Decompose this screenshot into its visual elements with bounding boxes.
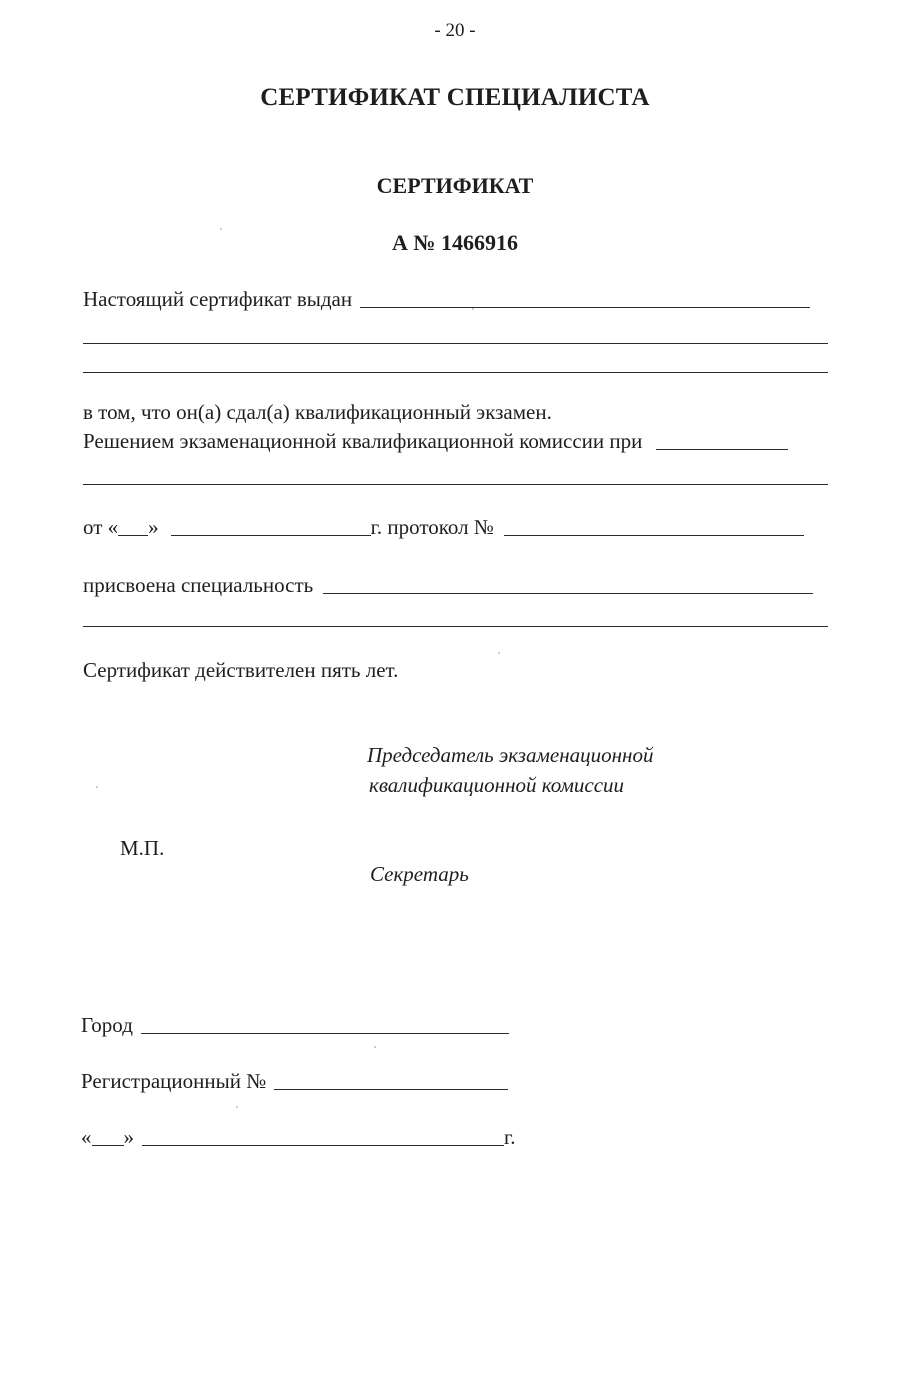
date-prefix: от « <box>83 515 119 539</box>
bottom-day-blank[interactable] <box>92 1144 124 1146</box>
city-label: Город <box>81 1013 133 1037</box>
date-protocol-row <box>83 515 804 540</box>
registration-row <box>81 1069 508 1094</box>
stamp-place-label: М.П. <box>120 836 165 860</box>
bottom-date-open-quote: « <box>81 1125 92 1149</box>
commission-row <box>83 429 788 454</box>
validity-text: Сертификат действителен пять лет. <box>83 658 399 682</box>
scan-speck <box>498 652 500 654</box>
city-blank[interactable] <box>141 1032 509 1034</box>
secretary-label: Секретарь <box>370 862 469 886</box>
commission-decision-text: Решением экзаменационной квалификационной комиссии при <box>83 429 643 453</box>
city-row <box>81 1013 509 1038</box>
scan-speck <box>236 1106 238 1108</box>
certificate-number: А № 1466916 <box>392 230 518 255</box>
certificate-heading: СЕРТИФИКАТ <box>376 173 534 198</box>
exam-passed-text: в том, что он(а) сдал(а) квалификационный экзамен. <box>83 400 552 424</box>
document-title: СЕРТИФИКАТ СПЕЦИАЛИСТА <box>260 84 650 111</box>
page-number: - 20 - <box>434 20 476 41</box>
chairman-title-line1: Председатель экзаменационной <box>367 743 654 767</box>
bottom-date-close-quote: » <box>123 1125 134 1149</box>
specialty-blank[interactable] <box>323 592 813 594</box>
registration-label: Регистрационный № <box>81 1069 267 1093</box>
specialty-row <box>83 573 813 598</box>
day-blank[interactable] <box>118 534 148 536</box>
issued-to-blank[interactable] <box>360 306 810 308</box>
scan-speck <box>220 228 222 230</box>
date-close-quote: » <box>148 515 159 539</box>
scan-speck <box>374 1046 376 1048</box>
commission-blank-line-2[interactable] <box>83 484 828 485</box>
scan-speck <box>472 308 474 310</box>
commission-blank[interactable] <box>656 448 788 450</box>
bottom-date-row <box>81 1125 516 1150</box>
specialty-label: присвоена специальность <box>83 573 314 597</box>
bottom-year-suffix: г. <box>504 1125 516 1149</box>
scan-speck <box>96 786 98 788</box>
issued-to-label: Настоящий сертификат выдан <box>83 287 353 311</box>
registration-number-blank[interactable] <box>274 1088 508 1090</box>
chairman-title-line2: квалификационной комиссии <box>369 773 625 797</box>
bottom-month-year-blank[interactable] <box>142 1144 504 1146</box>
year-protocol-label: г. протокол № <box>370 515 494 539</box>
issued-to-row <box>83 287 810 312</box>
issued-to-blank-line-3[interactable] <box>83 372 828 373</box>
protocol-number-blank[interactable] <box>504 534 804 536</box>
issued-to-blank-line-2[interactable] <box>83 343 828 344</box>
specialty-blank-line-2[interactable] <box>83 626 828 627</box>
month-year-blank[interactable] <box>171 534 371 536</box>
